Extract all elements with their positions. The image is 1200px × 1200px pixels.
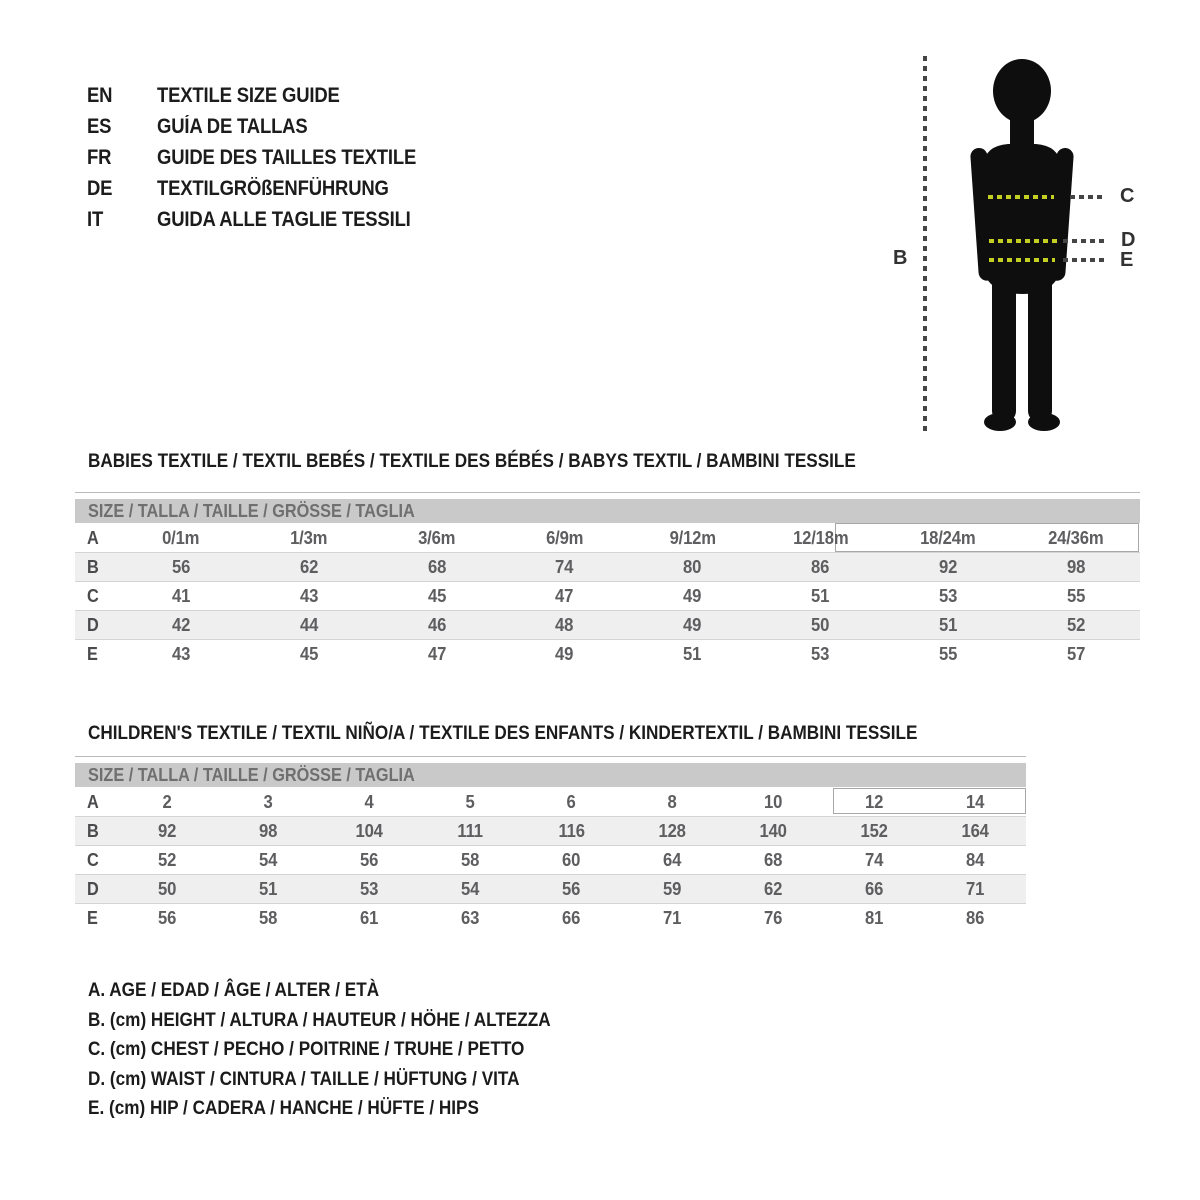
size-value-cell: 49 (555, 643, 574, 664)
row-label: A (87, 790, 99, 812)
size-value-cell: 66 (562, 907, 581, 928)
language-row (87, 173, 451, 204)
row-label: E (87, 907, 98, 928)
table-row-e (75, 639, 1140, 668)
size-value-cell: 14 (966, 790, 985, 812)
size-value-cell: 104 (355, 820, 384, 841)
size-value-cell: 59 (663, 878, 682, 899)
language-row (87, 204, 451, 235)
size-value-cell: 98 (259, 820, 278, 841)
size-value-cell: 50 (811, 614, 830, 635)
legend-line: B. (cm) HEIGHT / ALTURA / HAUTEUR / HÖHE / ALTEZZA (88, 1008, 551, 1031)
chest-line-body (988, 195, 1054, 199)
row-label: A (87, 526, 99, 548)
size-value-cell: 81 (865, 907, 884, 928)
size-value-cell: 3/6m (418, 526, 456, 548)
size-value-cell: 71 (966, 878, 985, 899)
language-code: EN (87, 83, 113, 107)
size-value-cell: 74 (555, 556, 574, 577)
size-value-cell: 116 (558, 820, 585, 841)
chest-label: C (1120, 185, 1135, 207)
language-code: ES (87, 114, 112, 138)
size-value-cell: 46 (427, 614, 446, 635)
size-value-cell: 5 (465, 790, 476, 812)
size-value-cell: 51 (939, 614, 958, 635)
size-value-cell: 58 (259, 907, 278, 928)
size-value-cell: 42 (171, 614, 191, 635)
size-value-cell: 51 (683, 643, 702, 664)
row-label: B (87, 556, 99, 577)
size-value-cell: 60 (562, 849, 581, 870)
size-value-cell: 45 (299, 643, 318, 664)
size-value-cell: 68 (427, 556, 446, 577)
size-value-cell: 56 (171, 556, 191, 577)
size-value-cell: 50 (158, 878, 177, 899)
size-value-cell: 52 (158, 849, 177, 870)
size-value-cell: 47 (555, 585, 574, 606)
hip-line-pointer (1063, 258, 1104, 262)
size-value-cell: 66 (865, 878, 884, 899)
table-row-b (75, 816, 1026, 845)
size-value-cell: 49 (683, 614, 702, 635)
table-row-a (75, 787, 1026, 816)
size-value-cell: 76 (764, 907, 783, 928)
size-value-cell: 48 (555, 614, 574, 635)
waist-label: D (1121, 229, 1136, 251)
size-value-cell: 0/1m (162, 526, 200, 548)
size-value-cell: 44 (299, 614, 318, 635)
table-row-d (75, 874, 1026, 903)
size-value-cell: 98 (1066, 556, 1086, 577)
size-value-cell: 51 (811, 585, 830, 606)
size-value-cell: 140 (759, 820, 788, 841)
size-value-cell: 64 (663, 849, 682, 870)
table-row-d (75, 610, 1140, 639)
size-header-band: SIZE / TALLA / TAILLE / GRÖSSE / TAGLIA (75, 499, 1140, 523)
size-value-cell: 68 (764, 849, 783, 870)
row-label: C (87, 585, 99, 606)
size-value-cell: 80 (683, 556, 702, 577)
language-code: IT (87, 207, 104, 231)
size-value-cell: 8 (667, 790, 678, 812)
babies-section-heading: BABIES TEXTILE / TEXTIL BEBÉS / TEXTILE DES BÉBÉS / BABYS TEXTIL / BAMBINI TESSILE (88, 450, 856, 472)
size-value-cell: 2 (162, 790, 173, 812)
table-row-c (75, 845, 1026, 874)
size-value-cell: 56 (562, 878, 581, 899)
size-value-cell: 92 (939, 556, 958, 577)
language-label: GUIDA ALLE TAGLIE TESSILI (157, 207, 411, 231)
waist-line-body (989, 239, 1057, 243)
size-value-cell: 52 (1066, 614, 1086, 635)
size-value-cell: 128 (658, 820, 687, 841)
hip-line-body (989, 258, 1055, 262)
size-value-cell: 58 (461, 849, 480, 870)
size-value-cell: 9/12m (669, 526, 716, 548)
size-value-cell: 55 (1066, 585, 1086, 606)
babies-size-table (75, 492, 1140, 668)
chest-line-pointer (1070, 195, 1104, 199)
size-value-cell: 6/9m (545, 526, 584, 548)
size-value-cell: 86 (966, 907, 985, 928)
size-value-cell: 3 (263, 790, 274, 812)
child-silhouette (952, 58, 1104, 438)
waist-line-pointer (1063, 239, 1104, 243)
language-row (87, 80, 451, 111)
size-value-cell: 84 (966, 849, 985, 870)
size-value-cell: 10 (764, 790, 783, 812)
size-value-cell: 1/3m (290, 526, 328, 548)
size-value-cell: 47 (427, 643, 446, 664)
table-row-e (75, 903, 1026, 932)
hip-label: E (1120, 249, 1134, 271)
size-value-cell: 53 (811, 643, 830, 664)
language-list (87, 80, 451, 235)
size-value-cell: 4 (364, 790, 375, 812)
legend-line: E. (cm) HIP / CADERA / HANCHE / HÜFTE / HIPS (88, 1097, 479, 1119)
size-value-cell: 92 (158, 820, 177, 841)
language-label: GUIDE DES TAILLES TEXTILE (157, 145, 417, 169)
size-value-cell: 6 (566, 790, 577, 812)
children-size-table (75, 756, 1026, 932)
size-value-cell: 43 (171, 643, 191, 664)
language-code: DE (87, 176, 113, 200)
size-value-cell: 24/36m (1048, 526, 1104, 548)
language-row (87, 142, 451, 173)
size-value-cell: 56 (158, 907, 177, 928)
language-label: TEXTILGRÖßENFÜHRUNG (157, 176, 389, 200)
table-row-a (75, 523, 1140, 552)
legend-line: A. AGE / EDAD / ÂGE / ALTER / ETÀ (88, 979, 380, 1001)
height-label: B (893, 247, 908, 269)
row-label: C (87, 849, 99, 870)
size-value-cell: 63 (461, 907, 480, 928)
size-value-cell: 12 (865, 790, 884, 812)
legend-list (88, 980, 614, 1128)
size-value-cell: 152 (860, 820, 889, 841)
size-value-cell: 43 (299, 585, 318, 606)
size-header-band: SIZE / TALLA / TAILLE / GRÖSSE / TAGLIA (75, 763, 1026, 787)
size-value-cell: 86 (811, 556, 830, 577)
size-value-cell: 53 (360, 878, 379, 899)
language-label: GUÍA DE TALLAS (157, 114, 308, 138)
size-value-cell: 111 (457, 820, 484, 841)
children-section-heading: CHILDREN'S TEXTILE / TEXTIL NIÑO/A / TEXTILE DES ENFANTS / KINDERTEXTIL / BAMBINI TESSILE (88, 722, 918, 744)
legend-line: C. (cm) CHEST / PECHO / POITRINE / TRUHE / PETTO (88, 1038, 525, 1060)
size-value-cell: 51 (259, 878, 278, 899)
size-value-cell: 56 (360, 849, 379, 870)
language-row (87, 111, 451, 142)
size-value-cell: 12/18m (792, 526, 849, 548)
size-value-cell: 62 (299, 556, 318, 577)
row-label: D (87, 614, 99, 635)
table-row-c (75, 581, 1140, 610)
row-label: B (87, 820, 99, 841)
size-value-cell: 71 (663, 907, 682, 928)
legend-line: D. (cm) WAIST / CINTURA / TAILLE / HÜFTUNG / VITA (88, 1067, 520, 1090)
language-code: FR (87, 145, 112, 169)
height-measure-line (923, 56, 927, 436)
size-value-cell: 74 (865, 849, 884, 870)
language-label: TEXTILE SIZE GUIDE (157, 83, 340, 107)
size-value-cell: 57 (1066, 643, 1086, 664)
size-value-cell: 164 (961, 820, 990, 841)
size-value-cell: 61 (360, 907, 379, 928)
size-value-cell: 49 (683, 585, 702, 606)
size-value-cell: 54 (259, 849, 278, 870)
size-value-cell: 55 (939, 643, 958, 664)
size-value-cell: 18/24m (920, 526, 976, 548)
row-label: E (87, 643, 98, 664)
table-row-b (75, 552, 1140, 581)
row-label: D (87, 878, 99, 899)
size-value-cell: 53 (939, 585, 958, 606)
size-value-cell: 54 (461, 878, 480, 899)
size-value-cell: 62 (764, 878, 783, 899)
size-value-cell: 41 (171, 585, 191, 606)
size-value-cell: 45 (427, 585, 446, 606)
